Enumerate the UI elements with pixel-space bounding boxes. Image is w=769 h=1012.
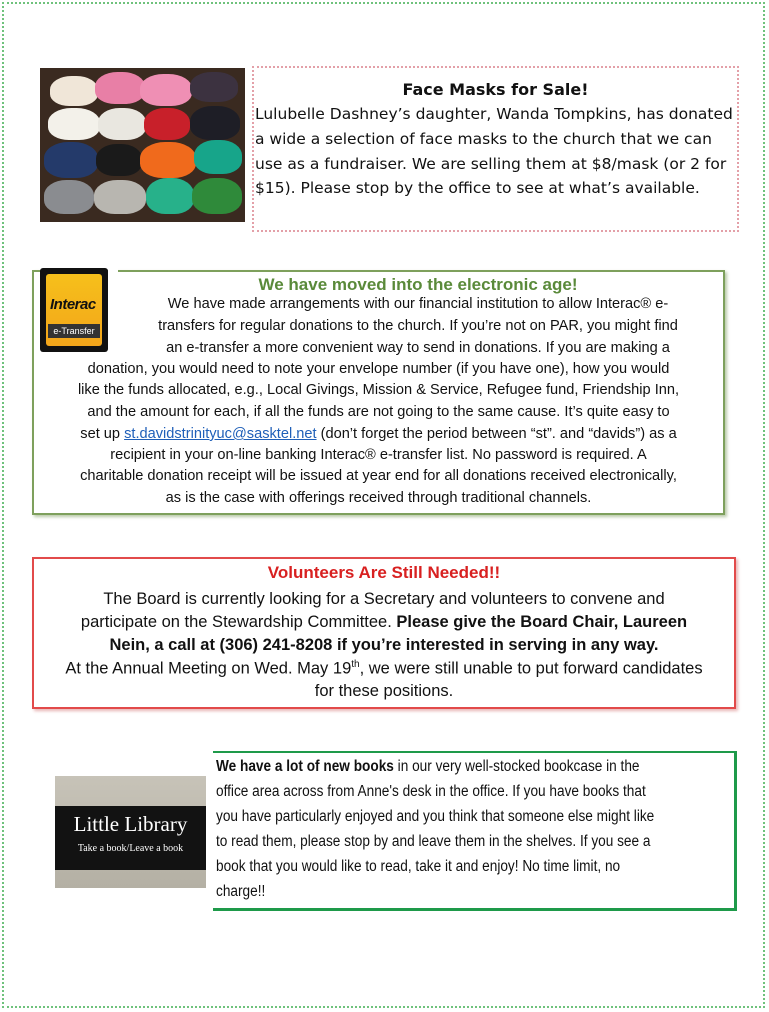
face-masks-photo [40,68,245,222]
interac-logo-sub: e-Transfer [48,324,100,338]
volunteers-line: At the Annual Meeting on Wed. May 19th, we were still unable to put forward candidates [65,659,703,678]
library-line: We have a lot of new books in our very well-stocked bookcase in the [216,758,640,775]
etransfer-title: We have moved into the electronic age! [258,275,578,294]
face-masks-text: Lulubelle Dashney’s daughter, Wanda Tompkins, has donated a wide a selection of face masks to the church that we can use as a fundraiser. We are selling them at $8/mask (or 2 for $15). Please stop by the office to see at what’s available. [255,105,733,198]
library-line: charge!! [216,883,266,900]
library-line: to read them, please stop by and leave them in the shelves. If you see a [216,833,651,850]
etransfer-line: as is the case with offerings received through traditional channels. [165,490,592,506]
etransfer-line: transfers for regular donations to the church. If you’re not on PAR, you might find [158,318,678,334]
volunteers-line: for these positions. [314,682,454,700]
donation-email-link[interactable]: st.davidstrinityuc@sasktel.net [124,426,317,442]
etransfer-line: and the amount for each, if all the funds are not going to the same cause. It’s quite easy to [87,404,670,420]
etransfer-line: recipient in your on-line banking Interac® e-transfer list. No password is required. A [110,447,647,463]
volunteers-title: Volunteers Are Still Needed!! [267,563,501,582]
little-library-photo [55,776,206,888]
little-library-sign: Little Library Take a book/Leave a book [55,806,206,870]
library-line: office area across from Anne's desk in the office. If you have books that [216,783,646,800]
interac-logo-word: Interac [50,296,96,313]
etransfer-line: like the funds allocated, e.g., Local Givings, Mission & Service, Refugee fund, Friendship Inn, [77,382,680,398]
face-masks-title: Face Masks for Sale! [402,80,589,99]
library-line: you have particularly enjoyed and you think that someone else might like [216,808,655,825]
volunteers-line: The Board is currently looking for a Secretary and volunteers to convene and [103,590,665,608]
interac-logo [40,268,108,352]
etransfer-line: charitable donation receipt will be issued at year end for all donations received electronically, [80,468,677,484]
volunteers-line: Nein, a call at (306) 241-8208 if you’re interested in serving in any way. [109,636,659,654]
etransfer-line: an e-transfer a more convenient way to send in donations. If you are making a [166,340,670,356]
etransfer-line: We have made arrangements with our financial institution to allow Interac® e- [167,296,669,312]
etransfer-line: donation, you would need to note your envelope number (if you have one), how you would [87,361,670,377]
etransfer-line: set up st.davidstrinityuc@sasktel.net (don’t forget the period between “st”. and “davids”) as a [80,426,677,442]
volunteers-line: participate on the Stewardship Committee. Please give the Board Chair, Laureen [80,613,688,631]
library-line: book that you would like to read, take it and enjoy! No time limit, no [216,858,621,875]
